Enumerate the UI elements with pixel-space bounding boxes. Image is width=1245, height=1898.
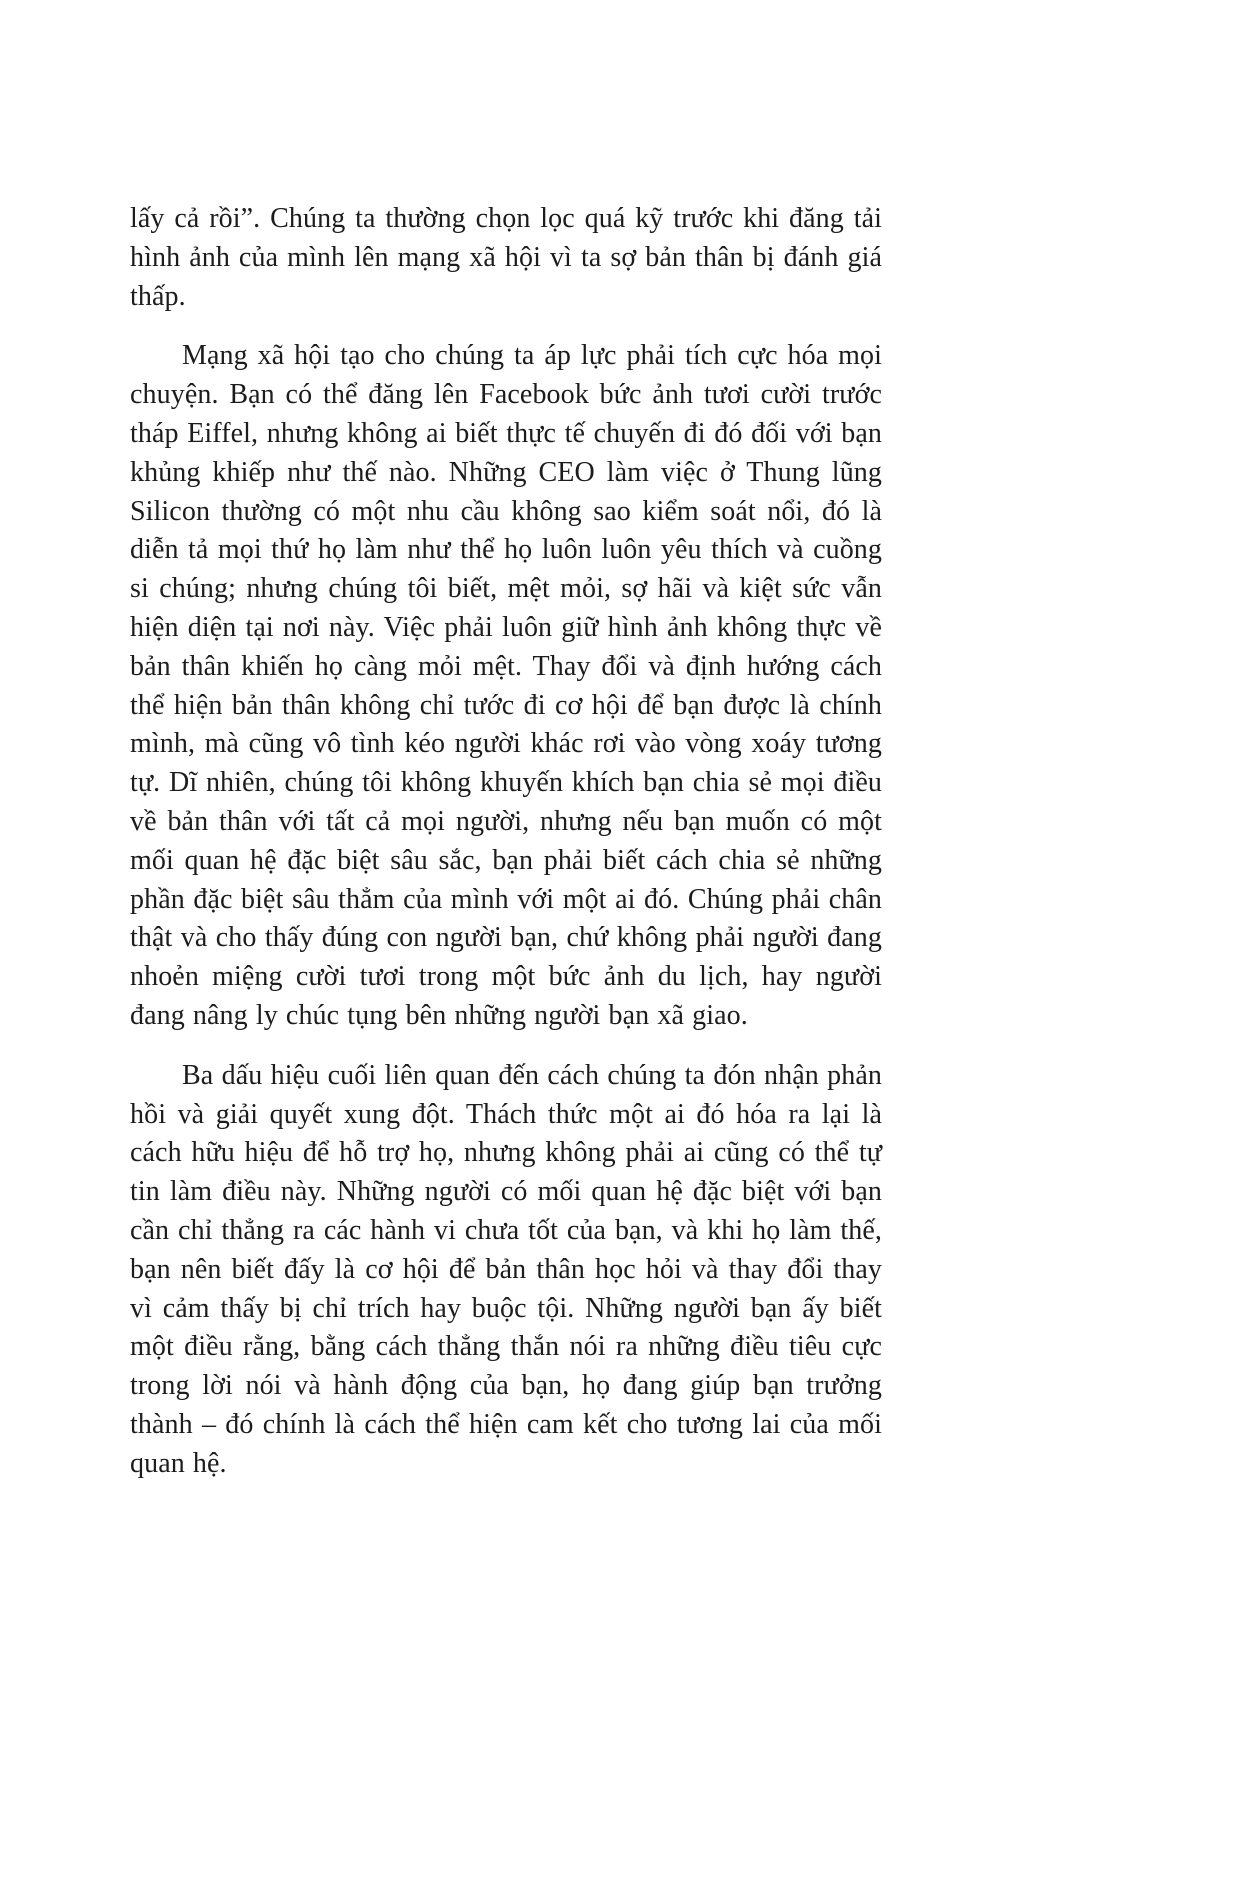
paragraph-2: Mạng xã hội tạo cho chúng ta áp lực phải tích cực hóa mọi chuyện. Bạn có thể đăng lên Facebook bức ảnh tươi cười trước tháp Eiffel, nhưng không ai biết thực tế chuyến đi đó đối với bạn khủng khiếp như thế nào. Những CEO làm việc ở Thung lũng Silicon thường có một nhu cầu không sao kiểm soát nổi, đó là diễn tả mọi thứ họ làm như thể họ luôn luôn yêu thích và cuồng si chúng; nhưng chúng tôi biết, mệt mỏi, sợ hãi và kiệt sức vẫn hiện diện tại nơi này. Việc phải luôn giữ hình ảnh không thực về bản thân khiến họ càng mỏi mệt. Thay đổi và định hướng cách thể hiện bản thân không chỉ tước đi cơ hội để bạn được là chính mình, mà cũng vô tình kéo người khác rơi vào vòng xoáy tương tự. Dĩ nhiên, chúng tôi không khuyến khích bạn chia sẻ mọi điều về bản thân với tất cả mọi người, nhưng nếu bạn muốn có một mối quan hệ đặc biệt sâu sắc, bạn phải biết cách chia sẻ những phần đặc biệt sâu thẳm của mình với một ai đó. Chúng phải chân thật và cho thấy đúng con người bạn, chứ không phải người đang nhoẻn miệng cười tươi trong một bức ảnh du lịch, hay người đang nâng ly chúc tụng bên những người bạn xã giao. bbox=[130, 340, 882, 1031]
body-text bbox=[130, 200, 882, 1484]
paragraph-1: lấy cả rồi”. Chúng ta thường chọn lọc quá kỹ trước khi đăng tải hình ảnh của mình lên mạng xã hội vì ta sợ bản thân bị đánh giá thấp. bbox=[130, 203, 882, 312]
paragraph-3: Ba dấu hiệu cuối liên quan đến cách chúng ta đón nhận phản hồi và giải quyết xung đột. Thách thức một ai đó hóa ra lại là cách hữu hiệu để hỗ trợ họ, nhưng không phải ai cũng có thể tự tin làm điều này. Những người có mối quan hệ đặc biệt với bạn cần chỉ thẳng ra các hành vi chưa tốt của bạn, và khi họ làm thế, bạn nên biết đấy là cơ hội để bản thân học hỏi và thay đổi thay vì cảm thấy bị chỉ trích hay buộc tội. Những người bạn ấy biết một điều rằng, bằng cách thẳng thắn nói ra những điều tiêu cực trong lời nói và hành động của bạn, họ đang giúp bạn trưởng thành – đó chính là cách thể hiện cam kết cho tương lai của mối quan hệ. bbox=[130, 1059, 882, 1479]
